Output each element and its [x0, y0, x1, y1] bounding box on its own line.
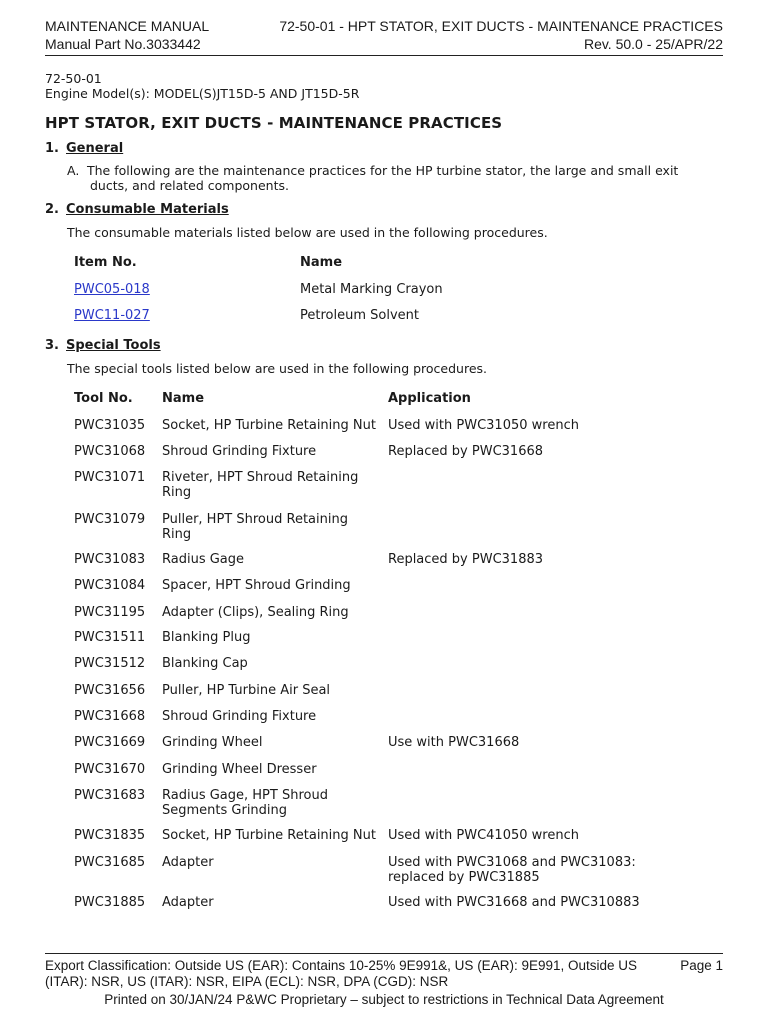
section-number: 2. [45, 202, 59, 217]
tool-application: Used with PWC31068 and PWC31083: [388, 855, 636, 870]
tool-name: Adapter [162, 895, 214, 910]
export-classification [45, 958, 645, 990]
tool-application: Used with PWC41050 wrench [388, 828, 579, 843]
export-line2: (ITAR): NSR, US (ITAR): NSR, EIPA (ECL): NSR, DPA (CGD): NSR [45, 974, 449, 989]
tool-number: PWC31668 [74, 709, 146, 724]
column-header-name: Name [300, 255, 343, 270]
consumable-item-no-link[interactable]: PWC05-018 [74, 282, 150, 297]
section-code: 72-50-01 [45, 71, 102, 86]
section-label: Special Tools [66, 338, 161, 353]
consumable-name: Petroleum Solvent [300, 308, 419, 323]
manual-part-number: Manual Part No.3033442 [45, 36, 201, 52]
header-divider [45, 55, 723, 56]
page-title: HPT STATOR, EXIT DUCTS - MAINTENANCE PRACTICES [45, 114, 503, 132]
revision-info: Rev. 50.0 - 25/APR/22 [583, 36, 723, 52]
chapter-title: 72-50-01 - HPT STATOR, EXIT DUCTS - MAINTENANCE PRACTICES [279, 18, 723, 34]
export-line1: Export Classification: Outside US (EAR): Contains 10-25% 9E991&, US (EAR): 9E991, Outside US [45, 958, 638, 973]
tools-intro: The special tools listed below are used in the following procedures. [67, 361, 488, 376]
tool-name: Socket, HP Turbine Retaining Nut [162, 418, 376, 433]
tool-number: PWC31195 [74, 605, 146, 620]
tool-name: Grinding Wheel Dresser [162, 762, 317, 777]
tool-name: Ring [162, 484, 192, 500]
tool-name: Radius Gage, HPT Shroud [162, 788, 328, 803]
tool-number: PWC31835 [74, 828, 146, 843]
consumable-item-no-link[interactable]: PWC11-027 [74, 308, 150, 323]
section-tools-heading [45, 338, 161, 353]
tool-application: Used with PWC31668 and PWC310883 [388, 895, 640, 910]
tool-name: Puller, HP Turbine Air Seal [162, 683, 331, 698]
tool-application: Replaced by PWC31668 [388, 444, 544, 459]
tool-name: Riveter, HPT Shroud Retaining [162, 470, 359, 485]
consumables-intro: The consumable materials listed below are used in the following procedures. [67, 225, 548, 240]
tool-number: PWC31656 [74, 683, 146, 698]
tool-name: Socket, HP Turbine Retaining Nut [162, 828, 376, 843]
tool-number: PWC31071 [74, 470, 146, 485]
tool-name: Puller, HPT Shroud Retaining [162, 512, 348, 527]
tool-name: Blanking Plug [162, 630, 251, 645]
tool-number: PWC31035 [74, 418, 146, 433]
section-label: General [66, 141, 124, 156]
section-consumables-heading [45, 202, 229, 217]
tool-name: Shroud Grinding Fixture [162, 444, 317, 459]
engine-models: Engine Model(s): MODEL(S)JT15D-5 AND JT15D-5R [45, 85, 360, 101]
tool-name: Radius Gage [162, 552, 245, 567]
tool-number: PWC31512 [74, 656, 146, 671]
section-number: 1. [45, 141, 59, 156]
tool-application: Replaced by PWC31883 [388, 552, 544, 567]
tool-name: Ring [162, 526, 192, 542]
tool-number: PWC31683 [74, 788, 146, 803]
footer-divider [45, 953, 723, 954]
tool-name: Adapter (Clips), Sealing Ring [162, 605, 349, 620]
tool-number: PWC31084 [74, 578, 146, 593]
page-footer [45, 958, 723, 1007]
column-header-name: Name [162, 391, 205, 406]
column-header-application: Application [388, 391, 471, 406]
tool-number: PWC31083 [74, 552, 146, 567]
print-notice: Printed on 30/JAN/24 P&WC Proprietary – subject to restrictions in Technical Data Agreement [104, 992, 664, 1007]
tool-number: PWC31511 [74, 630, 146, 645]
manual-title: MAINTENANCE MANUAL [45, 18, 210, 34]
tool-application: replaced by PWC31885 [388, 869, 540, 885]
consumable-name: Metal Marking Crayon [300, 282, 443, 297]
section-number: 3. [45, 338, 59, 353]
section-label: Consumable Materials [66, 202, 229, 217]
tool-number: PWC31885 [74, 895, 146, 910]
column-header-item-no: Item No. [74, 255, 137, 270]
item-text-line2: ducts, and related components. [90, 177, 289, 193]
item-letter: A. [67, 163, 80, 178]
tool-number: PWC31685 [74, 855, 146, 870]
tool-name: Segments Grinding [162, 802, 288, 818]
tool-application: Used with PWC31050 wrench [388, 418, 579, 433]
tool-number: PWC31670 [74, 762, 146, 777]
item-text-line1: The following are the maintenance practices for the HP turbine stator, the large and small exit [87, 163, 679, 178]
tool-name: Grinding Wheel [162, 735, 263, 750]
column-header-tool-no: Tool No. [74, 391, 133, 406]
tool-name: Spacer, HPT Shroud Grinding [162, 578, 351, 593]
document-meta [45, 72, 359, 101]
page-number: Page 1 [680, 958, 723, 973]
page-header [45, 17, 723, 53]
tool-number: PWC31079 [74, 512, 146, 527]
tool-name: Shroud Grinding Fixture [162, 709, 317, 724]
general-item-a [67, 164, 687, 193]
tool-application: Use with PWC31668 [388, 735, 520, 750]
tool-number: PWC31669 [74, 735, 146, 750]
tool-number: PWC31068 [74, 444, 146, 459]
tool-name: Blanking Cap [162, 656, 248, 671]
tool-name: Adapter [162, 855, 214, 870]
section-general-heading [45, 141, 123, 156]
